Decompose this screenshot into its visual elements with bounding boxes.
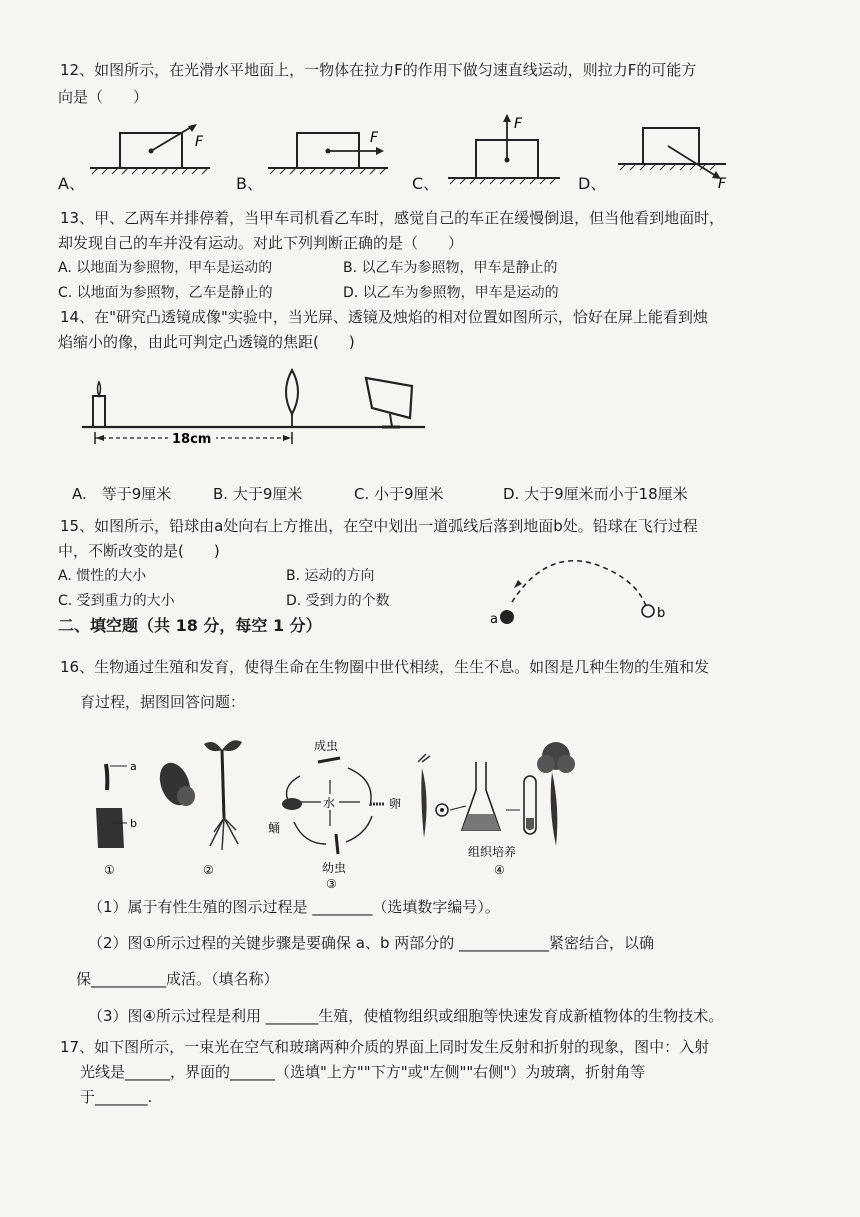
q13-option-c: C. 以地面为参照物，乙车是静止的 bbox=[58, 285, 273, 301]
q17-stem-line1: 17、如下图所示，一束光在空气和玻璃两种介质的界面上同时发生反射和折射的现象，图中：入射 bbox=[60, 1038, 710, 1056]
q15-option-c: C. 受到重力的大小 bbox=[58, 593, 175, 609]
shot-ball-a bbox=[500, 610, 514, 624]
adult-label: 成虫 bbox=[314, 739, 339, 753]
figure-number-2: ② bbox=[203, 863, 214, 877]
q15-option-b: B. 运动的方向 bbox=[286, 568, 375, 584]
q13-stem-line1: 13、甲、乙两车并排停着，当甲车司机看乙车时，感觉自己的车正在缓慢倒退，但当他看到地面时， bbox=[60, 209, 725, 227]
distance-label: 18cm bbox=[172, 432, 212, 447]
point-b-label: b bbox=[657, 606, 666, 621]
egg-label: 卵 bbox=[389, 797, 402, 811]
q14-option-a: A. 等于9厘米 bbox=[72, 485, 172, 503]
graft-label-b: b bbox=[130, 817, 137, 830]
q15-stem-line2: 中，不断改变的是( ) bbox=[58, 542, 220, 560]
force-arrow bbox=[668, 146, 716, 176]
q13-option-d: D. 以乙车为参照物，甲车是运动的 bbox=[343, 285, 559, 301]
q14-option-b: B. 大于9厘米 bbox=[213, 485, 303, 503]
force-label: F bbox=[370, 130, 379, 146]
light-screen bbox=[366, 378, 412, 418]
q14-option-d: D. 大于9厘米而小于18厘米 bbox=[503, 485, 688, 503]
q12-option-a: A、 bbox=[58, 174, 85, 193]
q16-part2-line1: （2）图①所示过程的关键步骤是要确保 a、b 两部分的 ____________紧密结合，以确 bbox=[88, 934, 655, 952]
q15-option-d: D. 受到力的个数 bbox=[286, 593, 390, 609]
q12-option-d: D、 bbox=[578, 174, 607, 193]
force-label: F bbox=[718, 176, 727, 192]
force-label: F bbox=[514, 116, 523, 132]
section-title: 二、填空题（共 18 分，每空 1 分） bbox=[58, 616, 322, 635]
larva-label: 幼虫 bbox=[322, 861, 347, 875]
q16-part1: （1）属于有性生殖的图示过程是 ________（选填数字编号）。 bbox=[88, 898, 500, 916]
q13-stem-line2: 却发现自己的车并没有运动。对此下列判断正确的是（ ） bbox=[58, 234, 464, 252]
q15-option-a: A. 惯性的大小 bbox=[58, 568, 147, 584]
seed-germination-figure bbox=[154, 740, 242, 877]
figure-number-1: ① bbox=[104, 863, 115, 877]
q17-stem-line3: 于_______. bbox=[80, 1088, 153, 1106]
q12-option-b: B、 bbox=[236, 174, 263, 193]
trajectory-arc bbox=[512, 561, 646, 606]
figure-number-4: ④ bbox=[494, 863, 505, 877]
q16-reproduction-figure bbox=[0, 728, 860, 891]
q14-option-c: C. 小于9厘米 bbox=[354, 485, 444, 503]
q16-stem-line2: 育过程，据图回答问题： bbox=[80, 693, 246, 711]
point-a-label: a bbox=[490, 612, 498, 627]
block bbox=[643, 128, 699, 164]
q16-part3: （3）图④所示过程是利用 _______生殖，使植物组织或细胞等快速发育成新植物体的生物技术。 bbox=[88, 1007, 724, 1025]
q14-stem-line2: 焰缩小的像，由此可判定凸透镜的焦距( ) bbox=[58, 333, 355, 351]
tissue-culture-label: 组织培养 bbox=[468, 845, 517, 859]
water-label: 水 bbox=[323, 796, 336, 810]
q17-stem-line2: 光线是______，界面的______（选填"上方""下方"或"左侧""右侧"）为玻璃，折射角等 bbox=[80, 1063, 646, 1081]
force-label: F bbox=[195, 134, 204, 150]
q12-option-c: C、 bbox=[412, 174, 440, 193]
flame bbox=[98, 382, 101, 396]
q14-stem-line1: 14、在"研究凸透镜成像"实验中，当光屏、透镜及烛焰的相对位置如图所示，恰好在屏上能看到烛 bbox=[60, 308, 708, 326]
q13-option-b: B. 以乙车为参照物，甲车是静止的 bbox=[343, 260, 558, 276]
graft-label-a: a bbox=[130, 760, 137, 773]
convex-lens bbox=[286, 370, 298, 414]
q16-part2-line2: 保__________成活。（填名称） bbox=[76, 970, 279, 988]
q12-stem-line2: 向是（ ） bbox=[58, 88, 149, 106]
insect-life-cycle-figure bbox=[268, 738, 401, 891]
q16-stem-line1: 16、生物通过生殖和发育，使得生命在生物圈中世代相续，生生不息。如图是几种生物的生殖和发 bbox=[60, 658, 710, 676]
q14-lens-diagram bbox=[0, 368, 860, 458]
grafting-figure bbox=[96, 760, 137, 877]
tissue-culture-figure bbox=[418, 742, 575, 877]
pupa-label: 蛹 bbox=[268, 821, 281, 835]
q12-stem-line1: 12、如图所示，在光滑水平地面上，一物体在拉力F的作用下做匀速直线运动，则拉力F的可能方 bbox=[60, 61, 697, 79]
figure-number-3: ③ bbox=[326, 877, 337, 891]
force-arrow bbox=[151, 126, 193, 151]
q13-option-a: A. 以地面为参照物，甲车是运动的 bbox=[58, 260, 273, 276]
candle bbox=[93, 396, 105, 427]
q15-stem-line1: 15、如图所示，铅球由a处向右上方推出，在空中划出一道弧线后落到地面b处。铅球在飞行过程 bbox=[60, 517, 698, 535]
shot-ball-b bbox=[642, 605, 654, 617]
